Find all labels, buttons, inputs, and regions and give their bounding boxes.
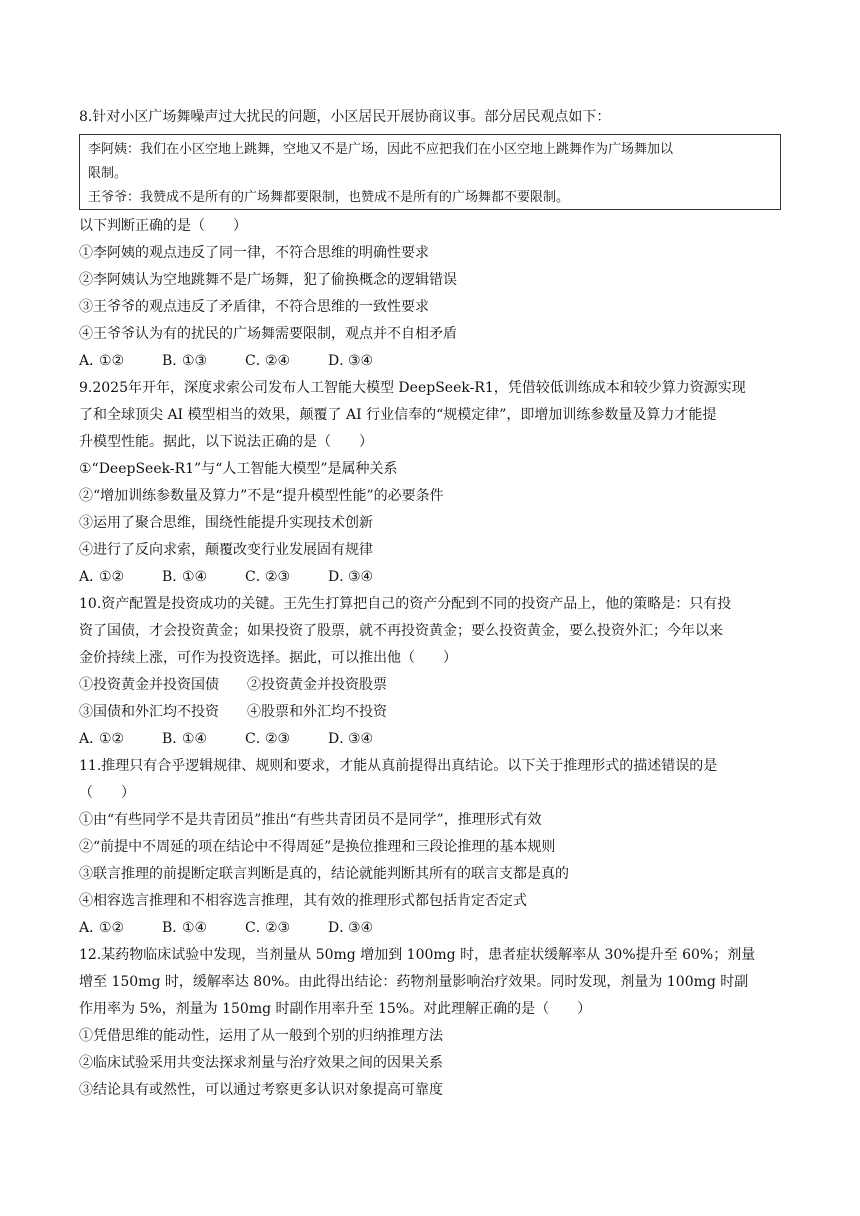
statement: ④相容选言推理和不相容选言推理，其有效的推理形式都包括肯定否定式 [79,893,527,909]
question-8-prompt: 以下判断正确的是（ ） [79,218,247,234]
opinion-wang: 王爷爷：我赞成不是所有的广场舞都要限制，也赞成不是所有的广场舞都不要限制。 [88,190,570,205]
option-label: D． [328,731,354,747]
option-value: ②④ [265,353,291,369]
question-10-options [79,729,411,749]
question-9-stem: 9.2025年开年，深度求索公司发布人工智能大模型 DeepSeek-R1，凭借较低训练成本和较少算力资源实现 [79,380,746,396]
opinion-li-line2: 限制。 [88,166,128,181]
option-label: B． [162,353,187,369]
statement: ①李阿姨的观点违反了同一律，不符合思维的明确性要求 [79,245,429,261]
statement: ③运用了聚合思维，围绕性能提升实现技术创新 [79,515,373,531]
option-label: C． [245,731,270,747]
question-12-stem: 作用率为 5%，剂量为 150mg 时副作用率升至 15%。对此理解正确的是（ ） [79,1001,592,1017]
statement: ②“前提中不周延的项在结论中不得周延”是换位推理和三段论推理的基本规则 [79,839,556,855]
statement: ③联言推理的前提断定联言判断是真的，结论就能判断其所有的联言支都是真的 [79,866,569,882]
option-value: ①② [99,731,125,747]
option-label: B． [162,569,187,585]
statement: ①投资黄金并投资国债 ②投资黄金并投资股票 [79,677,387,693]
option-label: B． [162,731,187,747]
option-label: C． [245,353,270,369]
question-9-stem: 了和全球顶尖 AI 模型相当的效果，颠覆了 AI 行业信奉的“规模定律”，即增加训练参数量及算力才能提 [79,407,717,423]
statement: ②李阿姨认为空地跳舞不是广场舞，犯了偷换概念的逻辑错误 [79,272,457,288]
option-label: C． [245,920,270,936]
statement: ③结论具有或然性，可以通过考察更多认识对象提高可靠度 [79,1082,443,1098]
question-12-stem: 增至 150mg 时，缓解率达 80%。由此得出结论：药物剂量影响治疗效果。同时发现，剂量为 100mg 时副 [79,974,749,990]
option-value: ②③ [265,569,291,585]
option-value: ③④ [348,920,374,936]
question-11-stem: 11.推理只有合乎逻辑规律、规则和要求，才能从真前提得出真结论。以下关于推理形式的描述错误的是 [79,758,718,774]
opinion-li-line1: 李阿姨：我们在小区空地上跳舞，空地又不是广场，因此不应把我们在小区空地上跳舞作为广场舞加以 [88,142,674,157]
option-label: D． [328,569,354,585]
statement: ④王爷爷认为有的扰民的广场舞需要限制，观点并不自相矛盾 [79,326,457,342]
question-11-stem: （ ） [79,785,135,801]
statement: ②“增加训练参数量及算力”不是“提升模型性能”的必要条件 [79,488,444,504]
question-9-stem: 升模型性能。据此，以下说法正确的是（ ） [79,434,373,450]
option-value: ①③ [182,353,208,369]
statement: ①“DeepSeek-R1”与“人工智能大模型”是属种关系 [79,461,398,477]
option-value: ②③ [265,920,291,936]
option-value: ①② [99,353,125,369]
option-label: B． [162,920,187,936]
option-label: A． [79,569,104,585]
question-9-options [79,567,411,587]
statement: ④进行了反向求索，颠覆改变行业发展固有规律 [79,542,373,558]
option-label: A． [79,353,104,369]
option-label: C． [245,569,270,585]
option-value: ③④ [348,569,374,585]
statement: ②临床试验采用共变法探求剂量与治疗效果之间的因果关系 [79,1055,443,1071]
option-value: ①② [99,569,125,585]
statement: ③国债和外汇均不投资 ④股票和外汇均不投资 [79,704,387,720]
option-value: ③④ [348,353,374,369]
option-value: ①④ [182,920,208,936]
option-label: D． [328,353,354,369]
option-label: D． [328,920,354,936]
question-10-stem: 资了国债，才会投资黄金；如果投资了股票，就不再投资黄金；要么投资黄金，要么投资外汇；今年以来 [79,623,723,639]
statement: ①由“有些同学不是共青团员”推出“有些共青团员不是同学”，推理形式有效 [79,812,542,828]
statement: ③王爷爷的观点违反了矛盾律，不符合思维的一致性要求 [79,299,429,315]
question-11-options [79,918,411,938]
option-value: ②③ [265,731,291,747]
option-value: ③④ [348,731,374,747]
option-value: ①④ [182,731,208,747]
question-10-stem: 10.资产配置是投资成功的关键。王先生打算把自己的资产分配到不同的投资产品上，他的策略是：只有投 [79,596,732,612]
opinion-box [79,134,781,210]
question-8-stem: 8.针对小区广场舞噪声过大扰民的问题，小区居民开展协商议事。部分居民观点如下： [79,109,611,125]
question-10-stem: 金价持续上涨，可作为投资选择。据此，可以推出他（ ） [79,650,457,666]
option-value: ①② [99,920,125,936]
question-8-options [79,351,411,371]
option-value: ①④ [182,569,208,585]
option-label: A． [79,731,104,747]
question-12-stem: 12.某药物临床试验中发现，当剂量从 50mg 增加到 100mg 时，患者症状缓解率从 30%提升至 60%；剂量 [79,947,756,963]
statement: ①凭借思维的能动性，运用了从一般到个别的归纳推理方法 [79,1028,443,1044]
option-label: A． [79,920,104,936]
